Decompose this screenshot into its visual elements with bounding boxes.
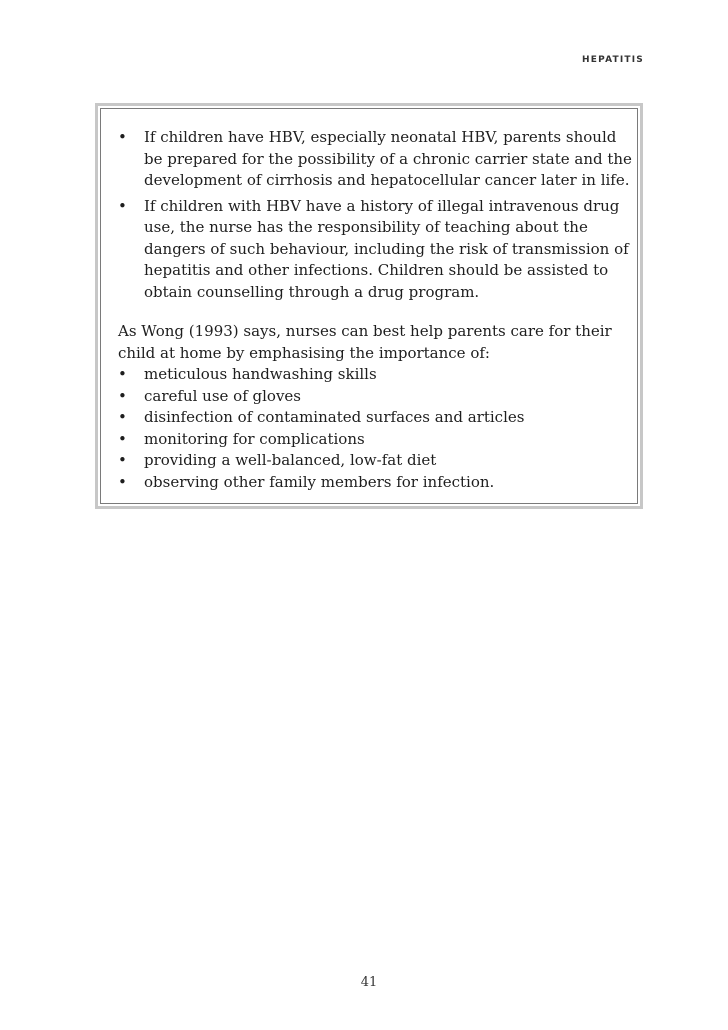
bullet-icon: • — [118, 128, 127, 146]
list-item — [118, 450, 638, 472]
running-head: HEPATITIS — [582, 55, 644, 65]
care-list — [118, 364, 638, 493]
bullet-icon: • — [118, 408, 127, 426]
bullet-icon: • — [118, 386, 127, 405]
care-item-text: careful use of gloves — [144, 386, 302, 405]
bullet-icon: • — [118, 429, 127, 448]
box-content — [118, 127, 638, 493]
bullet-icon: • — [118, 472, 127, 491]
care-item-text: providing a well-balanced, low-fat diet — [144, 451, 437, 469]
list-item — [118, 386, 638, 408]
list-item — [118, 429, 638, 451]
list-item — [118, 407, 638, 429]
bullet-icon: • — [118, 196, 127, 215]
top-bullet-list — [118, 127, 638, 303]
care-item-text: observing other family members for infection. — [144, 472, 495, 491]
bullet-text: If children with HBV have a history of illegal intravenous drug use, the nurse has the responsibility of teaching about the dangers of such behaviour, including the risk of transmission of hepatitis and other infections. Children should be assisted to obtain counselling through a drug program. — [144, 196, 629, 301]
list-item — [118, 472, 638, 494]
bullet-text: If children have HBV, especially neonatal HBV, parents should be prepared for the possibility of a chronic carrier state and the development of cirrhosis and hepatocellular cancer later in life. — [144, 128, 632, 189]
page-number: 41 — [360, 975, 378, 990]
care-item-text: meticulous handwashing skills — [144, 365, 377, 383]
intro-paragraph: As Wong (1993) says, nurses can best help parents care for their child at home by emphasising the importance of: — [118, 322, 612, 362]
list-item — [118, 364, 638, 386]
care-item-text: disinfection of contaminated surfaces and articles — [144, 408, 525, 426]
list-item — [118, 127, 638, 192]
list-item — [118, 196, 638, 304]
content-box — [95, 103, 643, 509]
care-item-text: monitoring for complications — [144, 429, 365, 448]
bullet-icon: • — [118, 451, 127, 469]
bullet-icon: • — [118, 365, 127, 383]
